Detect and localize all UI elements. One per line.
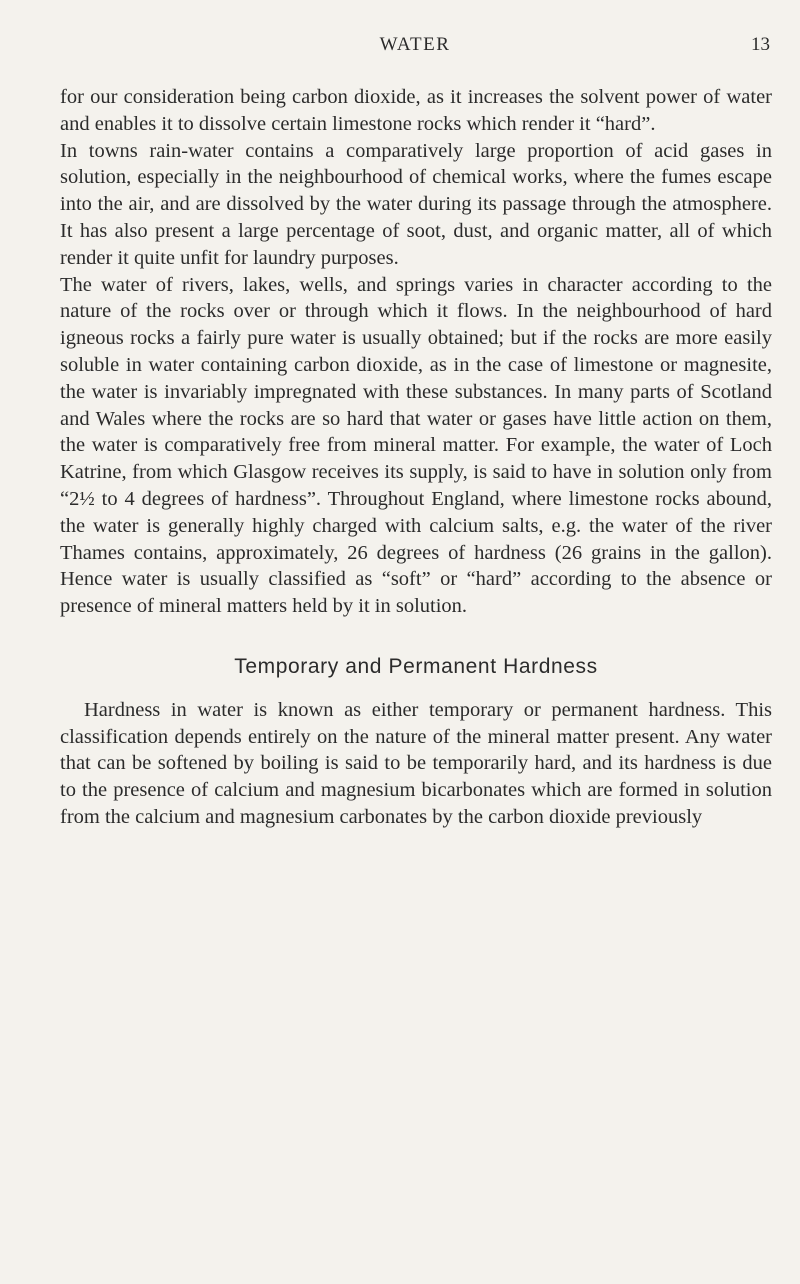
running-title: WATER [379,34,451,55]
paragraph: In towns rain-water contains a comparatively large proportion of acid gases in solution, especially in the neighbourhood of chemical works, where the fumes escape into the air, and are dissolved by the water during its passage through the atmosphere. It has also present a large percentage of soot, dust, and organic matter, all of which render it quite unfit for laundry purposes. [60,139,772,269]
body-text [60,84,772,831]
running-head [60,34,770,60]
section-heading: Temporary and Permanent Hardness [234,654,598,678]
paragraph: for our consideration being carbon dioxide, as it increases the solvent power of water and enables it to dissolve certain limestone rocks which render it “hard”. [60,86,772,135]
page-number: 13 [751,34,770,55]
paragraph: Hardness in water is known as either temporary or permanent hardness. This classification depends entirely on the nature of the mineral matter present. Any water that can be softened by boiling is said to be temporarily hard, and its hardness is due to the presence of calcium and magnesium bicarbonates which are formed in solution from the calcium and magnesium carbonates by the carbon dioxide previously [60,698,772,828]
paragraph: The water of rivers, lakes, wells, and springs varies in character according to the nature of the rocks over or through which it flows. In the neighbourhood of hard igneous rocks a fairly pure water is usually obtained; but if the rocks are more easily soluble in water containing carbon dioxide, as in the case of limestone or magnesite, the water is invariably impregnated with these substances. In many parts of Scotland and Wales where the rocks are so hard that water or gases have little action on them, the water is comparatively free from mineral matter. For example, the water of Loch Katrine, from which Glasgow receives its supply, is said to have in solution only from “2½ to 4 degrees of hardness”. Throughout England, where limestone rocks abound, the water is generally highly charged with calcium salts, e.g. the water of the river Thames contains, approximately, 26 degrees of hardness (26 grains in the gallon). Hence water is usually classified as “soft” or “hard” according to the absence or presence of mineral matters held by it in solution. [60,273,772,618]
